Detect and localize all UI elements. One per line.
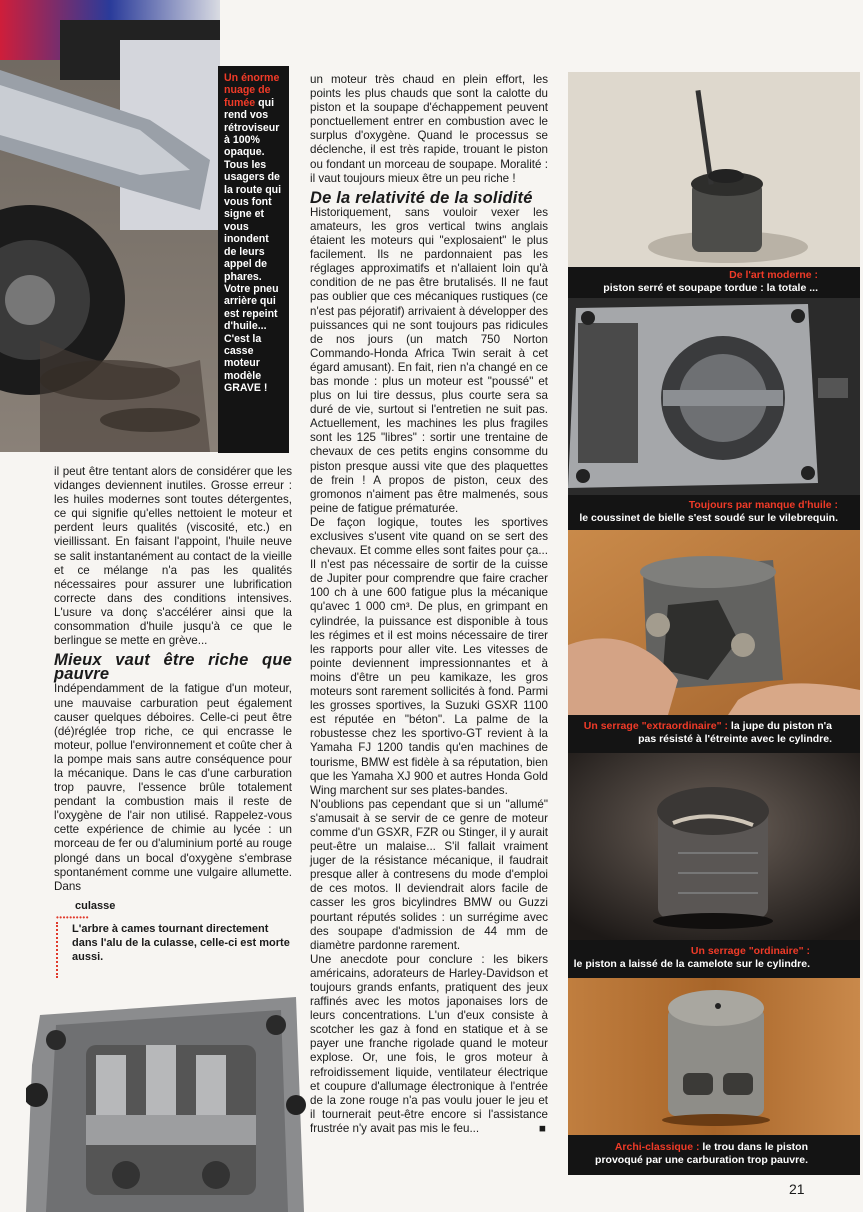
photo-motorcycle-smoke (0, 0, 220, 452)
caption-3-red: Un serrage "extraordinaire" : (583, 720, 728, 732)
top-photo-caption-white: qui rend vos rétroviseur à 100% opaque. Tous les usagers de la route qui vous font signe et vous inondent de leurs appel de phares. Votre pneu arrière qui est repeint d'huile... C'est la casse moteur modèle GRAVE ! (224, 96, 282, 395)
caption-2-white: le coussinet de bielle s'est soudé sur le vilebrequin. (579, 512, 838, 524)
col1-paragraph-1: il peut être tentant alors de considérer que les vidanges deviennent inutiles. Grosse erreur : les huiles modernes sont toutes détergentes, ce qui signifie qu'elles nettoient le moteur et perdent leurs qualités (viscosité, etc.) en vieillissant. En faisant l'appoint, l'huile neuve se salit instantanément au contact de la vieille et ce mélange n'a pas les qualités nécessaires pour assurer une lubrification correcte dans des conditions intensives. L'usure va donç s'accélérer ainsi que la consommation d'huile jusqu'à ce que le berlingue se mette en grève... (54, 465, 292, 648)
cylinder-head-illustration (26, 985, 308, 1212)
photo-broken-piston (568, 530, 860, 715)
photo-piston-valve (568, 72, 860, 267)
caption-3-white: la jupe du piston n'a pas résisté à l'étreinte avec le cylindre. (638, 720, 832, 745)
col2-heading: De la relativité de la solidité (310, 188, 533, 207)
caption-4 (568, 940, 860, 978)
culasse-caption-dots: •••••••••• (56, 913, 90, 922)
caption-1 (568, 267, 860, 298)
culasse-caption (56, 900, 292, 978)
caption-5 (568, 1135, 860, 1175)
caption-4-white: le piston a laissé de la camelote sur le cylindre. (573, 958, 810, 970)
motorcycle-illustration (0, 0, 220, 452)
top-photo-caption-red: Un énorme nuage de fumée (224, 72, 280, 109)
culasse-caption-text: L'arbre à cames tournant directement dans l'alu de la culasse, celle-ci est morte aussi. (72, 923, 290, 963)
caption-4-red: Un serrage "ordinaire" : (690, 945, 810, 957)
piston-valve-illustration (568, 72, 860, 267)
col2-paragraph-4: N'oublions pas cependant que si un "allumé" s'amusait à se servir de ce genre de moteur comme d'un GSXR, FZR ou Stinger, il y aurait peut-être un malaise... S'il fallait vraiment juger de la résistance mécanique, il faudrait presque aller à contresens du mode d'emploi de ces motos. Il deviendrait alors facile de casser les gros bicylindres BMW ou Guzzi pourtant réputés solides : un surrégime avec des soupape d'admission de 44 mm de diamètre pardonne rarement. (310, 797, 548, 952)
column-2-text (310, 73, 548, 1136)
caption-5-white: le trou dans le piston provoqué par une carburation trop pauvre. (595, 1141, 808, 1166)
col2-paragraph-1: un moteur très chaud en plein effort, les points les plus chauds que sont la calotte du piston et la soupape d'échappement peuvent ponctuellement entrer en combustion avec le surplus d'oxygène. Quand le processus se déclenche, il est très rapide, trouant le piston ou fondant un morceau de soupape. Moralité : il vaut toujours mieux être un peu riche ! (310, 73, 548, 185)
photo-scored-piston (568, 753, 860, 940)
culasse-caption-rule (56, 922, 58, 978)
culasse-caption-title: culasse (75, 900, 116, 912)
caption-1-red: De l'art moderne : (729, 269, 818, 281)
col2-paragraph-5-text: Une anecdote pour conclure : les bikers américains, adorateurs de Harley-Davidson et toujours grands enfants, pratiquent des jeux raffinés avec les motos japonaises lors de leurs concentrations. L'un d'eux consiste à scotcher les gaz à fond en statique et à se payer une franche rigolade quand le moteur explose. Or, une fois, le gros moteur à refroidissement liquide, ventilateur électrique et coupure d'allumage électronique à l'entrée de la zone rouge n'a pas voulu jouer le jeu et il tournerait peut-être encore si l'assistance frustrée n'y avait pas mis le feu... (310, 952, 548, 1135)
col2-paragraph-3: De façon logique, toutes les sportives exclusives s'usent vite quand on se sert des chevaux. Et comme elles sont faites pour ça... Il n'est pas nécessaire de sortir de la cuisse de Jupiter pour comprendre que faire cracher 100 ch à une 600 fatigue plus la mécanique qu'avec 1 000 cm³. De plus, en grimpant en cylindrée, la puissance est disponible à tous les régimes et il est moins nécessaire de tirer les rapports pour aller vite. Les vitesses de pointe deviennent impressionnantes et à moins d'être un peu kamikaze, les gros moteurs sont rarement sollicités à fond. Parmi les grosses sportives, la Suzuki GSXR 1100 est réputée en "béton". La palme de la robustesse chez les sportivo-GT revient à la Yamaha FJ 1200 tandis qu'en machines de tourisme, BMW est fidèle à sa réputation, bien que les Yamaha XJ 900 et autres Honda Gold Wing marchent sur ses plates-bandes. (310, 515, 548, 797)
col2-paragraph-2: Historiquement, sans vouloir vexer les amateurs, les gros vertical twins anglais étaient les moteurs qui "explosaient" le plus facilement. Ils ne pardonnaient pas les réglages approximatifs et n'allaient loin qu'à condition de ne pas être brutalisés. Il ne faut pas oublier que ces mécaniques rustiques (ce n'est pas péjoratif) arrivaient à développer des puissances qui ne sont toujours pas ridicules de nos jours (un match 750 Norton Commando-Honda Africa Twin serait à cet égard amusant). En fait, rien n'a changé en ce bas monde : plus un moteur est "poussé" et plus on lui tire dessus, plus courte sera sa duré de vie, surtout si l'entretien ne suit pas. Actuellement, les machines les plus fragiles sont les 125 "libres" : sortir une trentaine de chevaux de ces petits engins consomme du piston presque aussi vite que des plaquettes de frein ! A propos de piston, ceux des gromonos n'aiment pas être malmenés, sous peine de fatigue prématurée. (310, 205, 548, 515)
col2-paragraph-5 (310, 953, 548, 1136)
scored-piston-illustration (568, 753, 860, 940)
photo-holed-piston (568, 978, 860, 1135)
caption-2 (568, 495, 860, 530)
holed-piston-illustration (568, 978, 860, 1135)
caption-1-white: piston serré et soupape tordue : la totale ... (603, 282, 818, 294)
page-number: 21 (789, 1181, 805, 1197)
broken-piston-illustration (568, 530, 860, 715)
col1-heading: Mieux vaut être riche que pauvre (54, 651, 292, 684)
column-1-text (54, 465, 292, 894)
caption-2-red: Toujours par manque d'huile : (688, 499, 838, 511)
top-photo-caption (218, 66, 289, 453)
caption-3-line (572, 720, 832, 746)
crankcase-illustration (568, 298, 860, 495)
col1-paragraph-2: Indépendamment de la fatigue d'un moteur, une mauvaise carburation peut également causer quelques déboires. Celle-ci peut être (dé)réglée trop riche, ce qui encrasse le moteur, pollue l'environnement et coûte cher à la pompe mais sans autre conséquence pour la mécanique. Dans le cas d'une carburation trop pauvre, l'essence brûle totalement pendant la combustion mais il reste de l'oxygène de l'air non utilisé. Rappelez-vous cette expérience de chimie au lycée : un morceau de fer ou d'aluminium porté au rouge plongé dans un bocal d'oxygène s'embrase spontanément comme une vulgaire allumette. Dans (54, 682, 292, 893)
photo-crankcase (568, 298, 860, 495)
photo-culasse (26, 985, 308, 1212)
caption-5-line (572, 1141, 808, 1167)
end-mark: ■ (538, 1121, 546, 1135)
caption-5-red: Archi-classique : (614, 1141, 700, 1153)
caption-3 (568, 715, 860, 753)
